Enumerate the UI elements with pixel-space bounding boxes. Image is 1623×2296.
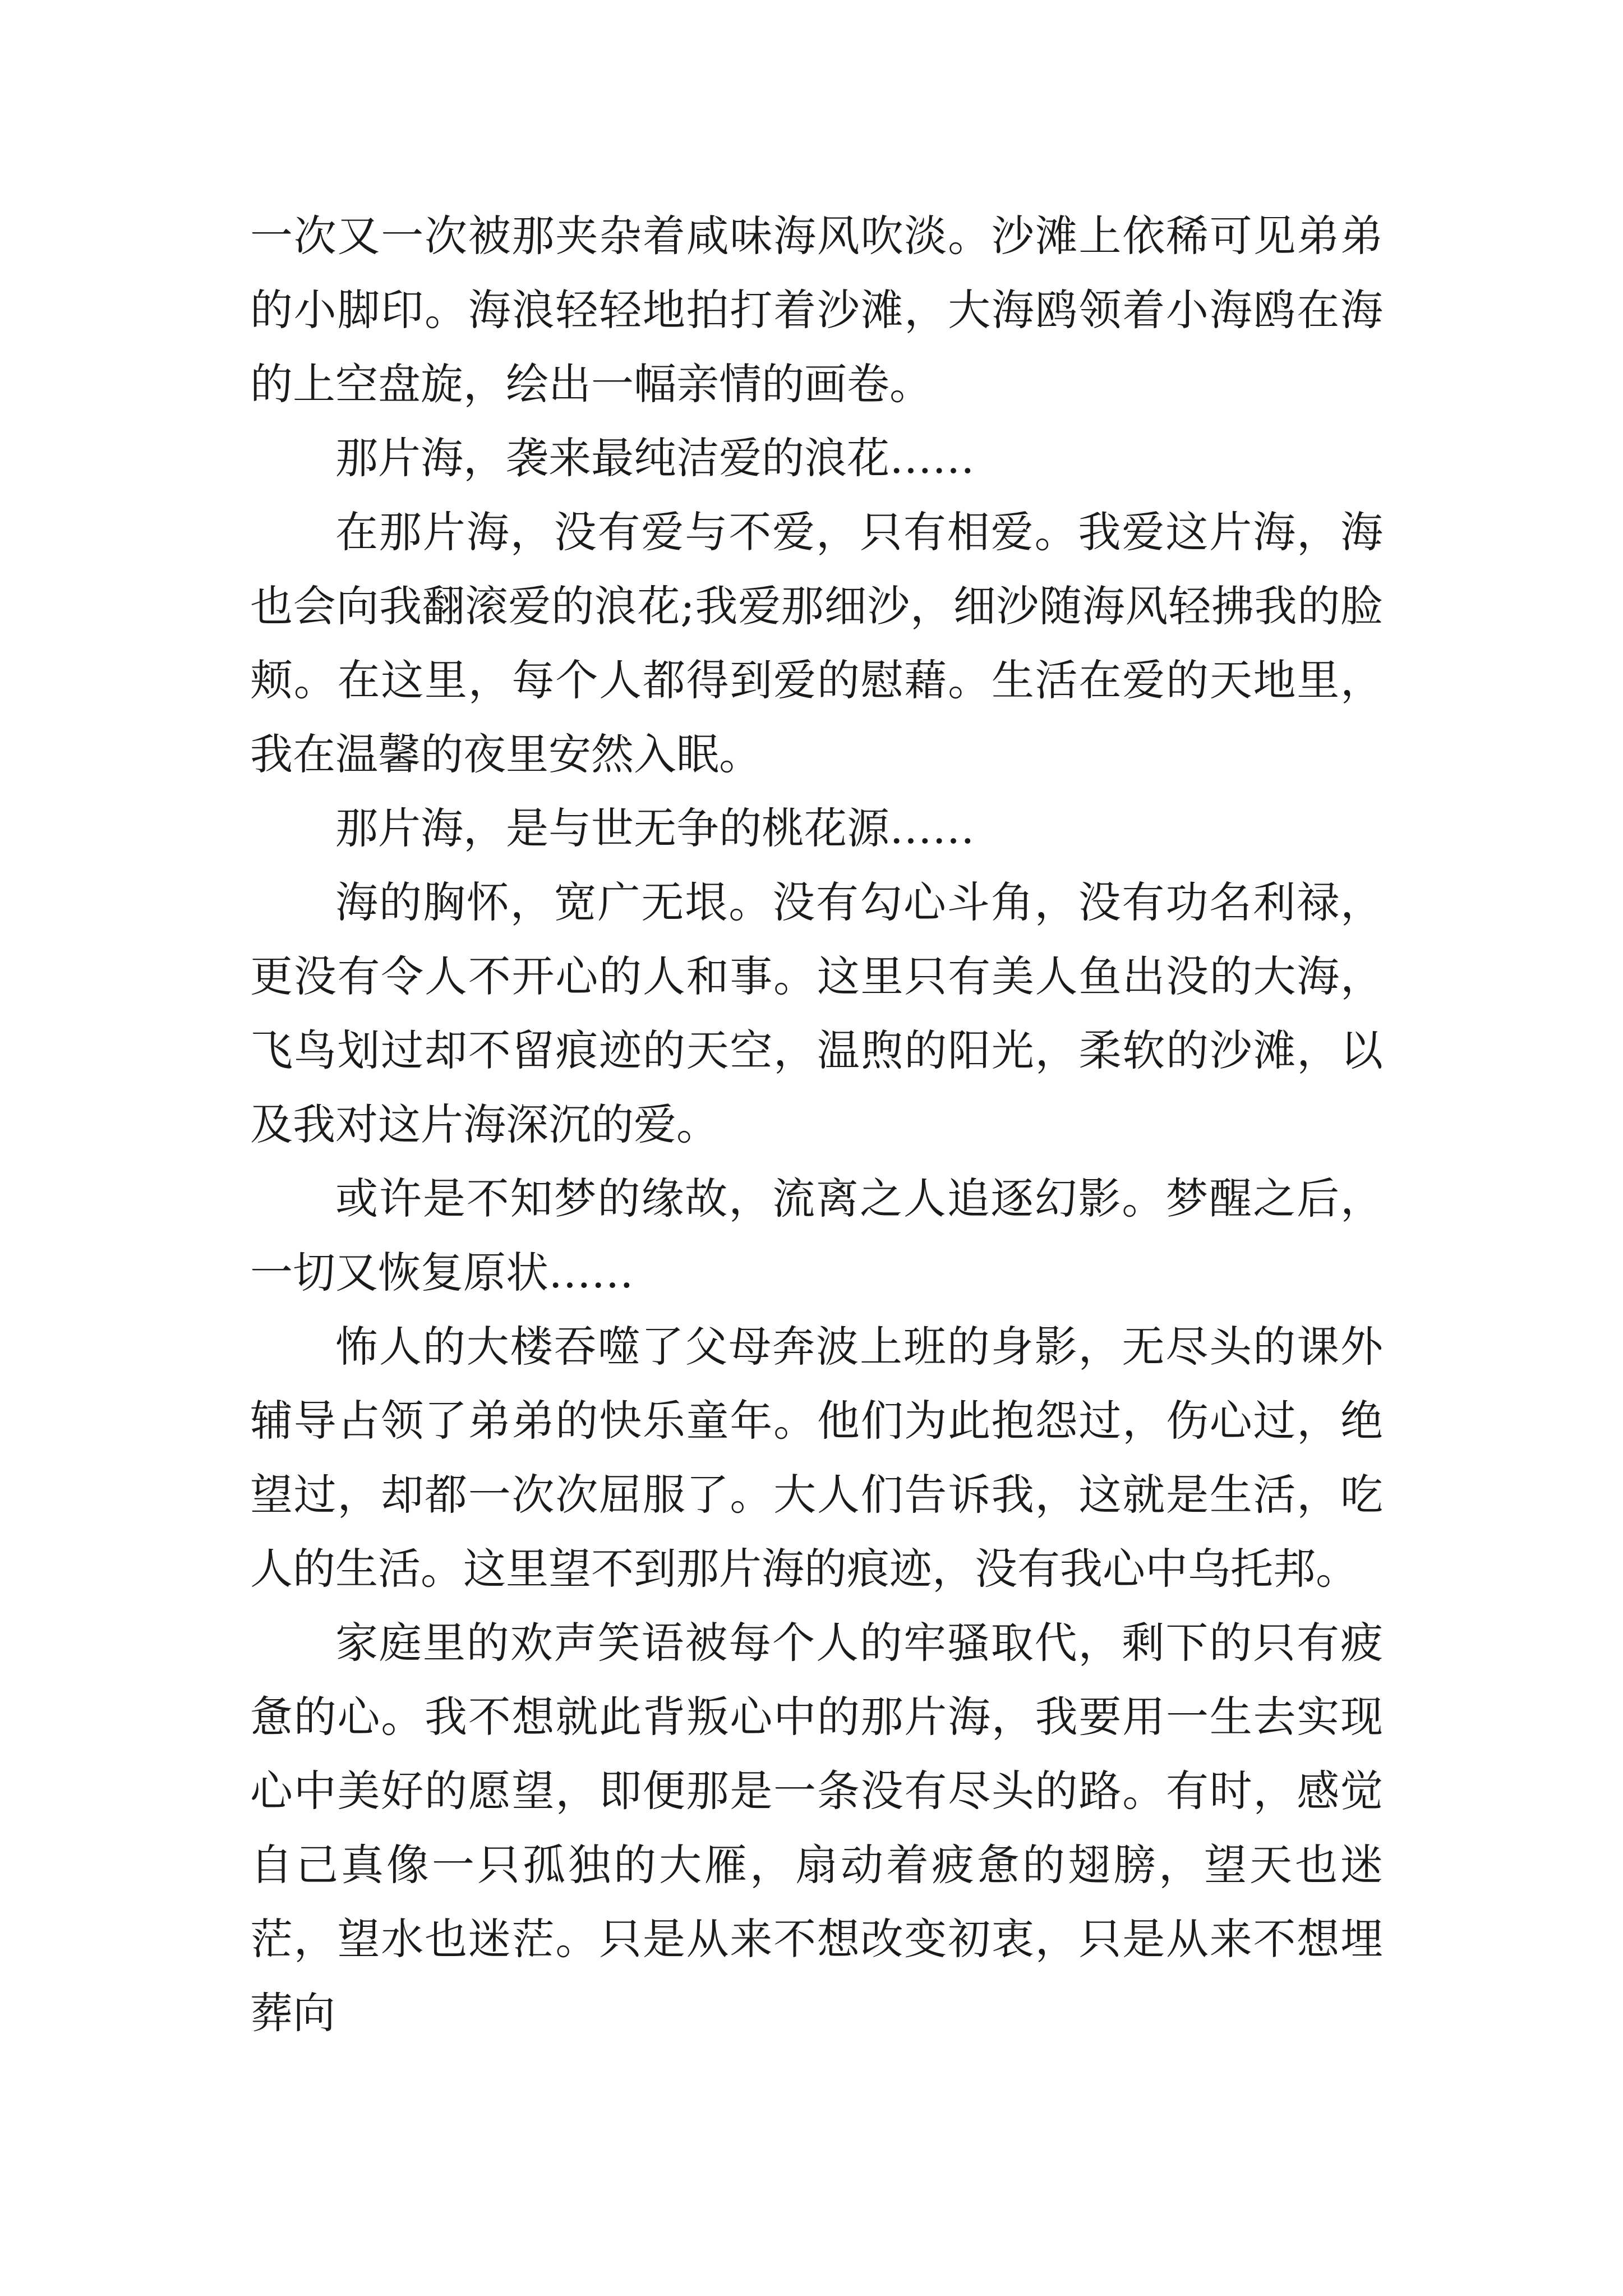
body-text: [250, 199, 1383, 2050]
paragraph-6: 或许是不知梦的缘故，流离之人追逐幻影。梦醒之后，一切又恢复原状……: [250, 1174, 1383, 1297]
paragraph-3: 在那片海，没有爱与不爱，只有相爱。我爱这片海，海也会向我翻滚爱的浪花;我爱那细沙，细沙随海风轻拂我的脸颊。在这里，每个人都得到爱的慰藉。生活在爱的天地里，我在温馨的夜里安然入眠。: [250, 507, 1383, 779]
paragraph-5: 海的胸怀，宽广无垠。没有勾心斗角，没有功名利禄，更没有令人不开心的人和事。这里只有美人鱼出没的大海，飞鸟划过却不留痕迹的天空，温煦的阳光，柔软的沙滩，以及我对这片海深沉的爱。: [250, 877, 1383, 1149]
paragraph-8: 家庭里的欢声笑语被每个人的牢骚取代，剩下的只有疲惫的心。我不想就此背叛心中的那片海，我要用一生去实现心中美好的愿望，即便那是一条没有尽头的路。有时，感觉自己真像一只孤独的大雁，扇动着疲惫的翅膀，望天也迷茫，望水也迷茫。只是从来不想改变初衷，只是从来不想埋葬向: [250, 1618, 1383, 2038]
paragraph-7: 怖人的大楼吞噬了父母奔波上班的身影，无尽头的课外辅导占领了弟弟的快乐童年。他们为此抱怨过，伤心过，绝望过，却都一次次屈服了。大人们告诉我，这就是生活，吃人的生活。这里望不到那片海的痕迹，没有我心中乌托邦。: [250, 1322, 1383, 1594]
paragraph-1: 一次又一次被那夹杂着咸味海风吹淡。沙滩上依稀可见弟弟的小脚印。海浪轻轻地拍打着沙滩，大海鸥领着小海鸥在海的上空盘旋，绘出一幅亲情的画卷。: [250, 211, 1383, 409]
paragraph-4: 那片海，是与世无争的桃花源……: [335, 803, 975, 853]
paragraph-2: 那片海，袭来最纯洁爱的浪花……: [335, 433, 975, 483]
